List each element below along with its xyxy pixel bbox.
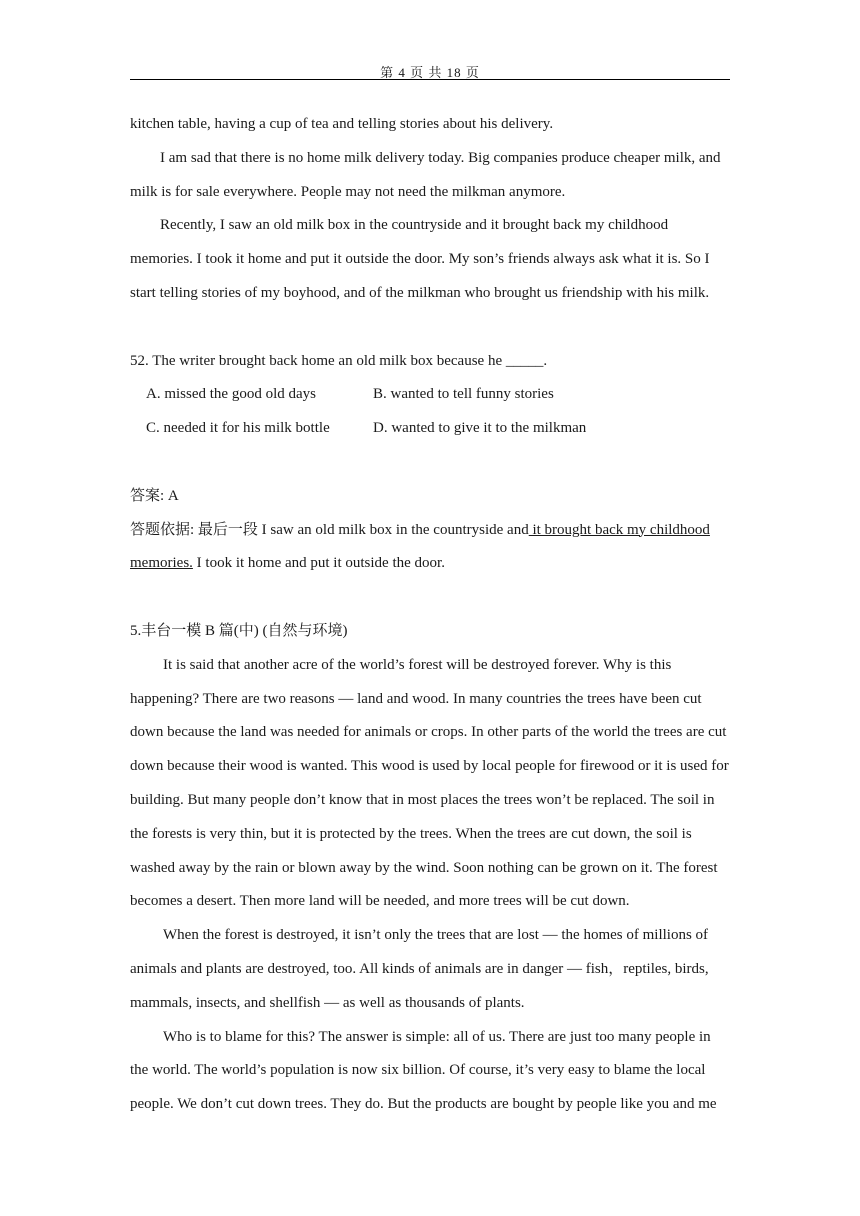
question-52-options-row-2: [130, 412, 730, 446]
page-number-header: 第 4 页 共 18 页: [380, 65, 480, 80]
option-b: B. wanted to tell funny stories: [373, 386, 554, 403]
passage1-paragraph-1: kitchen table, having a cup of tea and telling stories about his delivery.: [130, 116, 554, 132]
spacer: [130, 311, 730, 345]
header-divider: [130, 79, 730, 80]
passage2-paragraph-3: Who is to blame for this? The answer is simple: all of us. There are just too many people in the world. The world’s population is now six billion. Of course, it’s very easy to blame the local people. We don’t cut down trees. They do. But the products are bought by people like you and me: [130, 1028, 717, 1113]
question-52-stem: 52. The writer brought back home an old milk box because he _____.: [130, 352, 548, 369]
answer-basis: [130, 514, 730, 582]
answer-label: 答案: A: [130, 487, 179, 504]
passage2-heading: 5.丰台一模 B 篇(中) (自然与环境): [130, 622, 348, 639]
spacer: [130, 446, 730, 480]
option-a: A. missed the good old days: [146, 386, 316, 403]
passage2-paragraph-1: It is said that another acre of the world’s forest will be destroyed forever. Why is this happening? There are two reasons — land and wood. In many countries the trees have been cut down because the land was needed for animals or crops. In other parts of the world the trees are cut down because their wood is wanted. This wood is used by local people for firewood or it is used for building. But many people don’t know that in most places the trees won’t be replaced. The soil in the forests is very thin, but it is protected by the trees. When the trees are cut down, the soil is washed away by the rain or blown away by the wind. Soon nothing can be grown on it. The forest becomes a desert. Then more land will be needed, and more trees will be cut down.: [130, 656, 729, 910]
answer-basis-prefix: 答题依据: 最后一段 I saw an old milk box in the countryside and: [130, 521, 529, 538]
passage1-paragraph-2: I am sad that there is no home milk delivery today. Big companies produce cheaper milk, and milk is for sale everywhere. People may not need the milkman anymore.: [130, 149, 721, 200]
spacer: [130, 581, 730, 615]
passage1-paragraph-3: Recently, I saw an old milk box in the countryside and it brought back my childhood memories. I took it home and put it outside the door. My son’s friends always ask what it is. So I start telling stories of my boyhood, and of the milkman who brought us friendship with his milk.: [130, 217, 710, 301]
question-52-options-row-1: [130, 378, 730, 412]
option-c: C. needed it for his milk bottle: [146, 420, 330, 437]
passage2-paragraph-2: When the forest is destroyed, it isn’t only the trees that are lost — the homes of millions of animals and plants are destroyed, too. All kinds of animals are in danger — fish，reptiles, birds, mammals, insects, and shellfish — as well as thousands of plants.: [130, 927, 709, 1011]
document-body: [130, 108, 730, 1122]
option-d: D. wanted to give it to the milkman: [373, 420, 587, 437]
answer-basis-suffix: I took it home and put it outside the door.: [192, 555, 445, 572]
answer-basis-underlined: it brought back my childhood memories.: [130, 521, 710, 572]
